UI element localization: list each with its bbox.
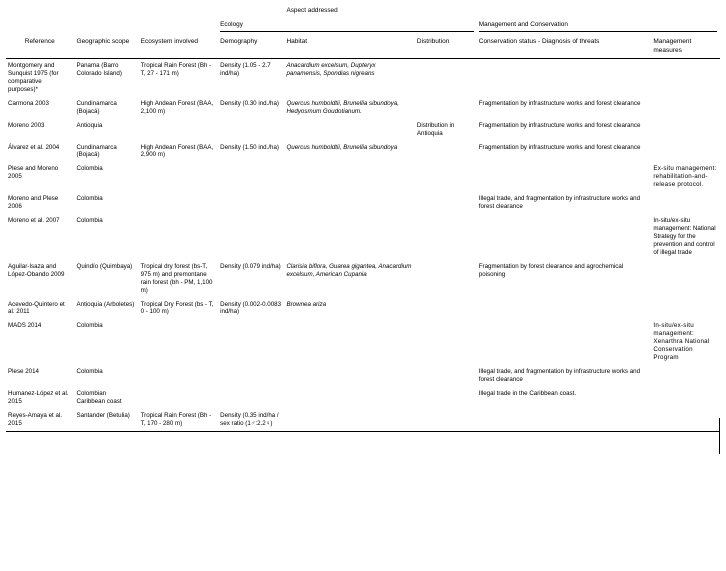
management-group-header [477,18,720,35]
column-header-demography: Demography [220,38,258,46]
cell-geographic-scope: Santander (Betulia) [76,411,130,419]
cell-reference: Moreno et al. 2007 [8,217,60,225]
cell-conservation-status [477,298,652,320]
cell-ecosystem-involved: Tropical dry forest (bs-T, 975 m) and premontane rain forest (bh - PM, 1,100 m) [140,262,213,294]
cell-ecosystem-involved [139,319,219,365]
column-header-management-measures: Management measures [653,38,692,54]
table-row [6,260,720,298]
cell-management-measures [651,192,720,214]
cell-conservation-status [477,319,652,365]
cell-reference: Carmona 2003 [8,99,49,107]
cell-habitat: Anacardium excelsum, Dupteryx panamensis, Spondias nigreans [286,62,376,77]
ecology-group-label: Ecology [220,21,474,32]
cell-geographic-scope: Colombia [76,368,103,376]
table-row [6,119,720,141]
column-header-geographic-scope: Geographic scope [76,38,130,46]
cell-ecosystem-involved: Tropical Rain Forest (Bh - T, 27 - 171 m) [140,62,212,77]
cell-habitat: Brownea ariza [286,300,327,308]
cell-management-measures: In-situ/ex-situ management: Xenarthra National Conservation Program [653,322,710,362]
cell-conservation-status: Fragmentation by infrastructure works and forest clearance [478,121,641,129]
table-row [6,298,720,320]
cell-management-measures [651,298,720,320]
table-row [6,162,720,192]
cell-conservation-status: Fragmentation by infrastructure works and forest clearance [478,99,641,107]
cell-habitat: Clarisia biflora, Guarea gigantea, Anacardium excelsum, American Cupania [286,262,412,278]
cell-geographic-scope: Antioquia (Arboletes) [76,300,135,308]
table-row [6,97,720,119]
literature-review-table [6,4,720,438]
cell-ecosystem-involved [139,162,219,192]
table-row [6,59,720,97]
cell-geographic-scope: Antioquia [76,121,103,129]
cell-conservation-status: Illegal trade, and fragmentation by infrastructure works and forest clearance [478,195,641,211]
cell-demography [218,365,284,387]
cell-ecosystem-involved [139,387,219,409]
cell-distribution [415,260,477,298]
cell-management-measures [651,141,720,163]
cell-ecosystem-involved: High Andean Forest (BAA, 2,900 m) [140,143,214,159]
cell-ecosystem-involved: Tropical Rain Forest (Bh - T, 170 - 280 m) [140,411,212,427]
cell-ecosystem-involved [139,214,219,260]
cell-ecosystem-involved [139,192,219,214]
cell-distribution [415,162,477,192]
cell-distribution [415,192,477,214]
cell-conservation-status: Illegal trade, and fragmentation by infrastructure works and forest clearance [478,368,641,383]
cell-management-measures [651,387,720,409]
page-edge-mark [719,418,720,454]
cell-distribution [415,214,477,260]
cell-demography: Density (1.05 - 2.7 ind/ha) [220,62,271,77]
cell-ecosystem-involved [139,119,219,141]
column-header-ecosystem-involved: Ecosystem involved [140,38,199,46]
cell-geographic-scope: Panama (Barro Colorado Island) [76,62,122,77]
cell-demography: Density (0.002-0.0083 ind/ha) [220,300,282,316]
cell-habitat: Quercus humboldtii, Brunellia sibundoya [286,143,398,151]
cell-reference: Moreno and Plese 2006 [8,195,59,211]
cell-geographic-scope: Quindío (Quimbaya) [76,262,133,270]
table-row [6,214,720,260]
cell-geographic-scope: Colombian Caribbean coast [76,389,122,405]
cell-distribution [415,141,477,163]
cell-conservation-status [477,59,652,97]
cell-habitat [284,319,414,365]
cell-geographic-scope: Colombia [76,195,103,203]
cell-habitat [284,214,414,260]
cell-distribution: Distribution in Antioquia [416,121,455,137]
cell-management-measures [651,97,720,119]
cell-demography [218,319,284,365]
group-header-band [6,18,720,35]
cell-management-measures [651,260,720,298]
cell-habitat [284,387,414,409]
cell-conservation-status [477,214,652,260]
cell-reference: MADS 2014 [8,322,42,330]
cell-reference: Plese 2014 [8,368,39,376]
cell-ecosystem-involved [139,365,219,387]
management-group-label: Management and Conservation [479,21,717,32]
cell-habitat [284,119,414,141]
cell-geographic-scope: Cundinamarca (Bojacá) [76,99,117,115]
column-header-conservation-status: Conservation status - Diagnosis of threats [478,38,600,46]
cell-distribution [415,319,477,365]
cell-management-measures [651,59,720,97]
cell-demography [218,162,284,192]
cell-distribution [415,59,477,97]
cell-habitat [284,192,414,214]
cell-conservation-status: Illegal trade in the Caribbean coast. [478,389,577,397]
cell-conservation-status [477,409,652,431]
cell-conservation-status [477,162,652,192]
cell-geographic-scope: Cundinamarca (Bojacá) [76,143,117,159]
table-row [6,387,720,409]
cell-reference: Aguilar-Isaza and López-Obando 2009 [8,262,65,278]
cell-reference: Humanez-López et al. 2015 [8,389,69,405]
column-header-reference: Reference [24,38,55,46]
cell-reference: Montgomery and Sunquist 1975 (for comparative purposes)* [8,62,59,93]
table-row [6,319,720,365]
aspect-addressed-band [6,4,720,18]
aspect-addressed-label: Aspect addressed [286,7,338,14]
column-header-row [6,35,720,58]
column-header-distribution: Distribution [416,38,450,46]
cell-distribution [415,97,477,119]
cell-distribution [415,298,477,320]
cell-management-measures: Ex-situ management: rehabilitation-and-release protocol. [653,165,717,189]
cell-demography: Density (1.50 ind./ha) [220,143,279,151]
cell-management-measures [651,119,720,141]
cell-management-measures [651,409,720,431]
column-header-habitat: Habitat [286,38,308,46]
cell-distribution [415,409,477,431]
cell-demography: Density (0.079 ind/ha) [220,262,281,270]
table-row [6,409,720,431]
table-bottom-rule [6,431,720,438]
table-row [6,192,720,214]
cell-ecosystem-involved: High Andean Forest (BAA, 2,100 m) [140,99,214,115]
cell-reference: Moreno 2003 [8,121,45,129]
cell-ecosystem-involved: Tropical Dry Forest (bs - T, 0 - 100 m) [140,300,214,316]
cell-distribution [415,365,477,387]
cell-demography [218,214,284,260]
cell-demography [218,192,284,214]
ecology-group-header [218,18,477,35]
cell-management-measures [651,365,720,387]
cell-reference: Plese and Moreno 2005 [8,165,59,181]
cell-demography [218,119,284,141]
cell-geographic-scope: Colombia [76,217,103,225]
cell-conservation-status: Fragmentation by infrastructure works and forest clearance [478,143,641,151]
cell-demography: Density (0.35 ind/ha / sex ratio (1♂:2.2♀) [220,411,279,427]
cell-habitat [284,162,414,192]
cell-distribution [415,387,477,409]
cell-geographic-scope: Colombia [76,322,103,330]
cell-habitat [284,365,414,387]
cell-conservation-status: Fragmentation by forest clearance and agrochemical poisoning [478,262,624,278]
cell-management-measures: In-situ/ex-situ management: National Strategy for the prevention and control of illegal trade [653,217,716,256]
cell-reference: Álvarez et al. 2004 [8,143,60,151]
cell-demography: Density (0.30 ind./ha) [220,99,279,107]
cell-reference: Acevedo-Quintero et al. 2011 [8,300,65,316]
cell-reference: Reyes-Amaya et al. 2015 [8,411,62,427]
cell-habitat: Quercus humboldtii, Brunellia sibundoya, Hedyosmum Goudotianum. [286,99,399,115]
cell-geographic-scope: Colombia [76,165,103,173]
cell-demography [218,387,284,409]
table-row [6,365,720,387]
cell-habitat [284,409,414,431]
table-row [6,141,720,163]
